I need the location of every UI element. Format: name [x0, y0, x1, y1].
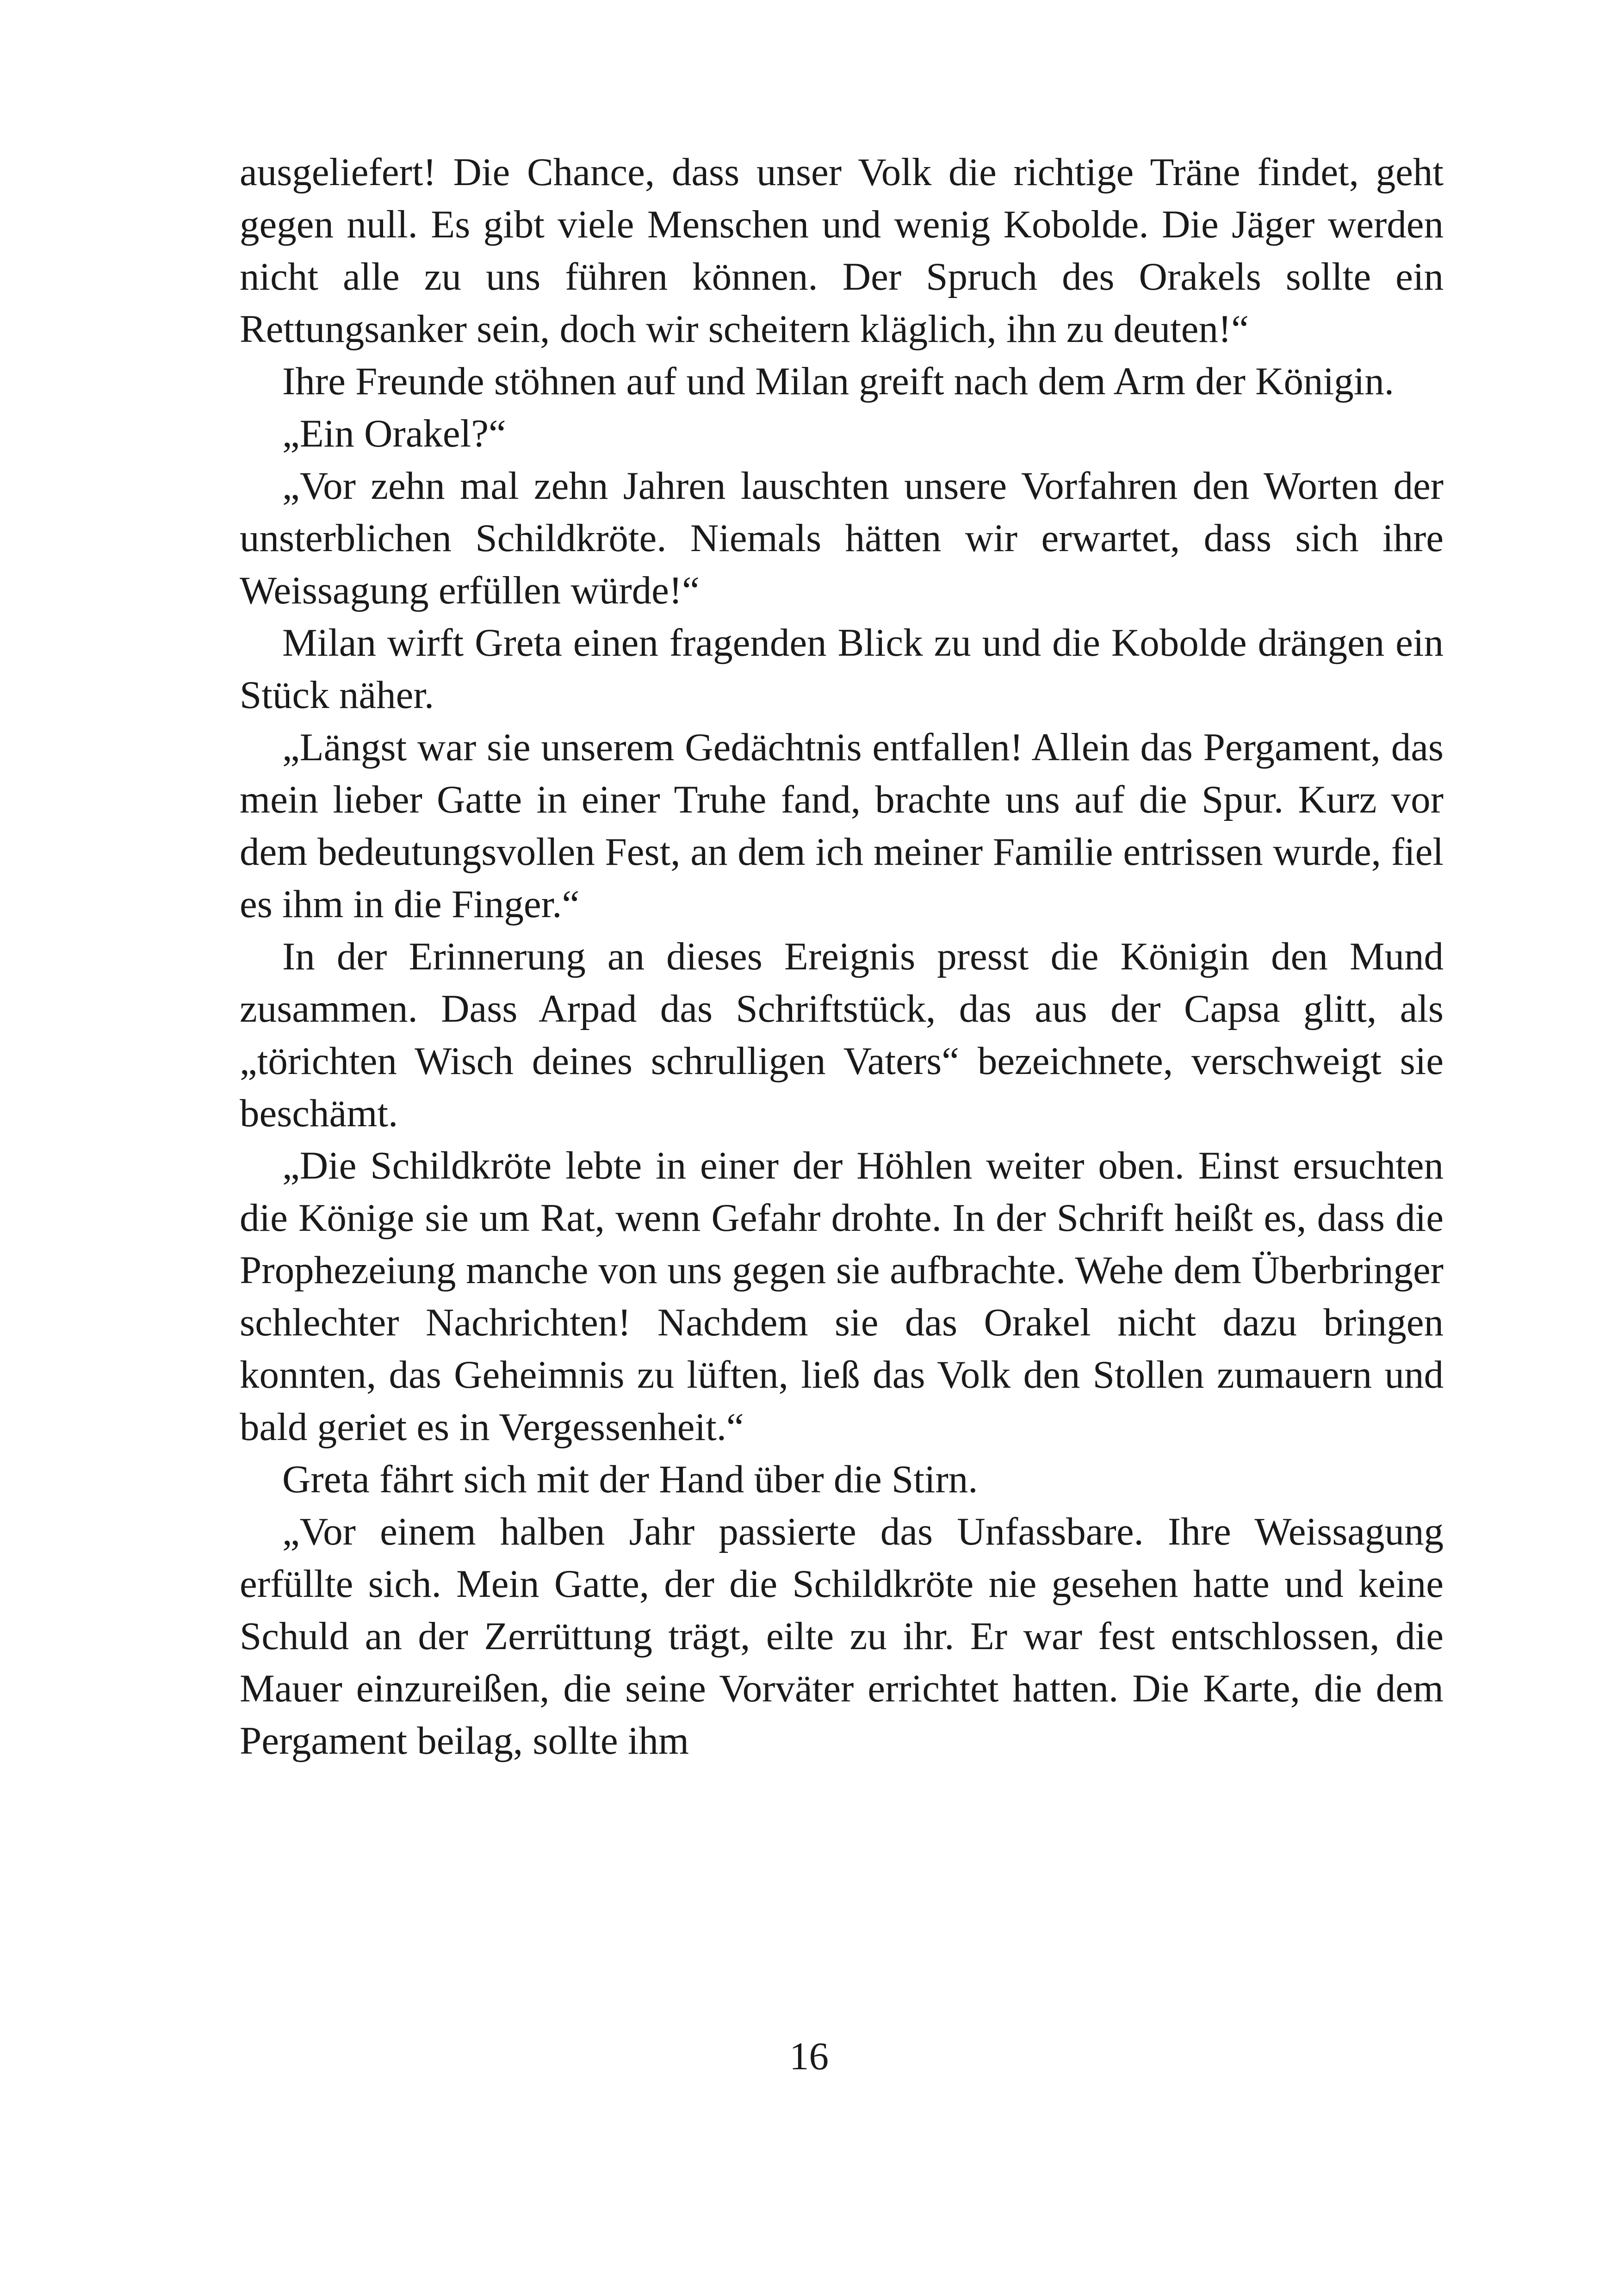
paragraph: „Ein Orakel?“	[282, 412, 506, 455]
paragraph: ausgeliefert! Die Chance, dass unser Volk die richtige Träne findet, geht gegen null. Es gibt viele Menschen und wenig Kobolde. Die Jäger werden nicht alle zu uns führen können. Der Spruch des Orakels sollte ein Rettungsanker sein, doch wir scheitern kläglich, ihn zu deuten!“	[240, 150, 1444, 351]
paragraph: Milan wirft Greta einen fragenden Blick zu und die Kobolde drängen ein Stück näher.	[240, 621, 1444, 717]
paragraph: „Längst war sie unserem Gedächtnis entfallen! Allein das Pergament, das mein lieber Gatte in einer Truhe fand, brachte uns auf die Spur. Kurz vor dem bedeutungsvollen Fest, an dem ich meiner Familie entrissen wurde, fiel es ihm in die Finger.“	[240, 726, 1444, 926]
paragraph: „Vor zehn mal zehn Jahren lauschten unsere Vorfahren den Worten der unsterblichen Schildkröte. Niemals hätten wir erwartet, dass sich ihre Weissagung erfüllen würde!“	[240, 464, 1444, 612]
page-number: 16	[789, 2035, 829, 2078]
paragraph: Greta fährt sich mit der Hand über die Stirn.	[282, 1458, 978, 1501]
paragraph: „Die Schildkröte lebte in einer der Höhlen weiter oben. Einst ersuchten die Könige sie um Rat, wenn Gefahr drohte. In der Schrift heißt es, dass die Prophezeiung manche von uns gegen sie aufbrachte. Wehe dem Überbringer schlechter Nachrichten! Nachdem sie das Orakel nicht dazu bringen konnten, das Geheimnis zu lüften, ließ das Volk den Stollen zumauern und bald geriet es in Vergessenheit.“	[240, 1144, 1444, 1449]
body-text	[240, 146, 1444, 1767]
paragraph: „Vor einem halben Jahr passierte das Unfassbare. Ihre Weissagung erfüllte sich. Mein Gatte, der die Schildkröte nie gesehen hatte und keine Schuld an der Zerrüttung trägt, eilte zu ihr. Er war fest entschlossen, die Mauer einzureißen, die seine Vorväter errichtet hatten. Die Karte, die dem Pergament beilag, sollte ihm	[240, 1510, 1444, 1762]
paragraph: Ihre Freunde stöhnen auf und Milan greift nach dem Arm der Königin.	[282, 360, 1394, 403]
paragraph: In der Erinnerung an dieses Ereignis presst die Königin den Mund zusammen. Dass Arpad das Schriftstück, das aus der Capsa glitt, als „törichten Wisch deines schrulligen Vaters“ bezeichnete, verschweigt sie beschämt.	[240, 935, 1444, 1135]
